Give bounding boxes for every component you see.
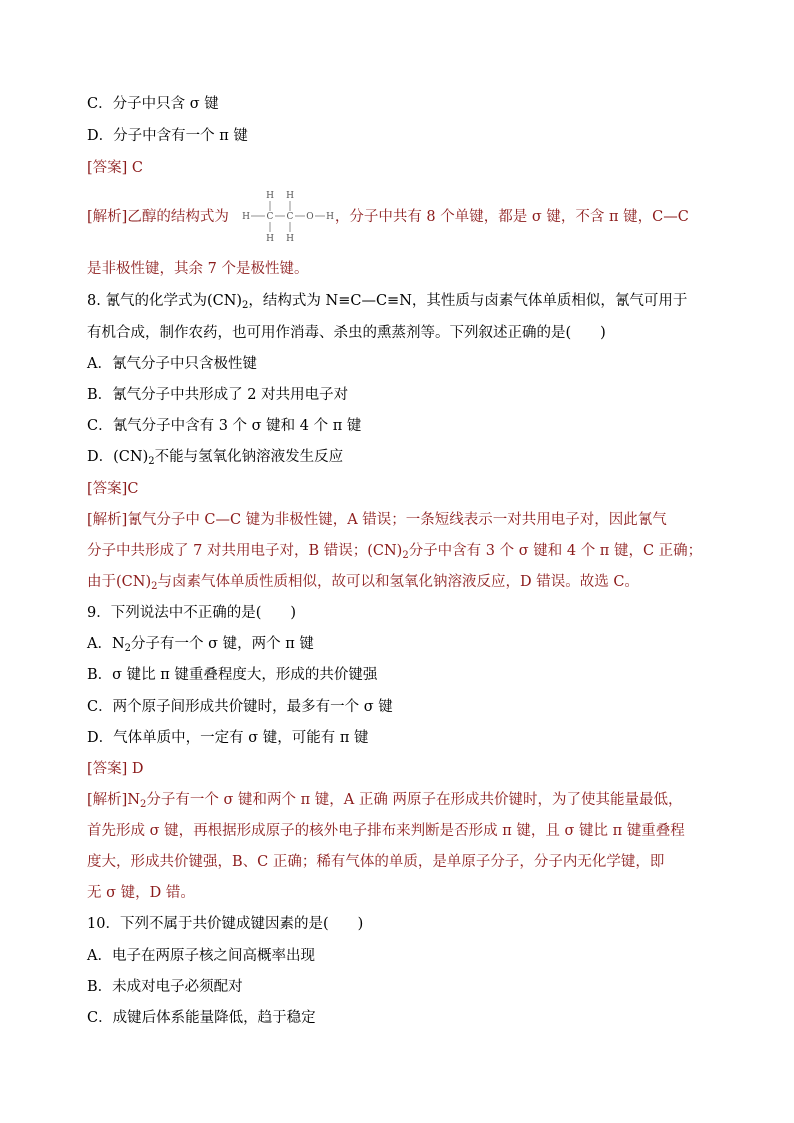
q8-option-d-text-b: 不能与氢氧化钠溶液发生反应 bbox=[154, 449, 344, 465]
q9-analysis-l1-text-b: 分子有一个 σ 键和两个 π 键，A 正确 两原子在形成共价键时，为了使其能量最低， bbox=[146, 792, 683, 808]
atom-c-first: C bbox=[266, 212, 274, 222]
q8-stem-line2: 有机合成，制作农药，也可用作消毒、杀虫的熏蒸剂等。下列叙述正确的是( ) bbox=[87, 325, 606, 341]
q8-analysis-l2-text-b: 分子中含有 3 个 σ 键和 4 个 π 键，C 正确； bbox=[408, 543, 703, 559]
q9-option-a-subscript: 2 bbox=[124, 643, 132, 654]
q8-analysis-l3-subscript: 2 bbox=[151, 581, 158, 592]
q8-option-c: C．氰气分子中含有 3 个 σ 键和 4 个 π 键 bbox=[87, 418, 362, 434]
q9-option-b: B．σ 键比 π 键重叠程度大，形成的共价键强 bbox=[87, 667, 378, 683]
q7-answer: [答案] C bbox=[87, 160, 144, 176]
q8-option-d-text-a: D．(CN) bbox=[87, 449, 149, 465]
q8-analysis-l2-subscript: 2 bbox=[402, 550, 409, 561]
q7-analysis-line1 bbox=[87, 207, 727, 227]
q9-analysis-l1-text-a: [解析]N bbox=[87, 792, 141, 808]
q8-option-d-subscript: 2 bbox=[148, 456, 155, 467]
q9-answer: [答案] D bbox=[87, 761, 144, 777]
q9-option-a-text-a: A．N bbox=[87, 636, 125, 652]
atom-h-top-left: H bbox=[266, 191, 274, 201]
q8-analysis-line3 bbox=[87, 572, 727, 592]
q7-analysis-suffix: ，分子中共有 8 个单键，都是 σ 键，不含 π 键，C—C bbox=[334, 209, 689, 225]
atom-h-left: H bbox=[242, 212, 250, 222]
q9-option-a-text-b: 分子有一个 σ 键，两个 π 键 bbox=[131, 636, 314, 652]
ethanol-structural-formula bbox=[242, 189, 342, 245]
q9-stem: 9．下列说法中不正确的是( ) bbox=[87, 605, 297, 621]
q8-analysis-line1: [解析]氰气分子中 C—C 键为非极性键，A 错误；一条短线表示一对共用电子对，因此氰气 bbox=[87, 512, 667, 528]
q9-option-d: D．气体单质中，一定有 σ 键，可能有 π 键 bbox=[87, 730, 369, 746]
atom-c-second: C bbox=[286, 212, 294, 222]
q7-analysis-line2: 是非极性键，其余 7 个是极性键。 bbox=[87, 261, 309, 277]
q8-stem-subscript: 2 bbox=[242, 300, 249, 311]
atom-h-right: H bbox=[326, 212, 334, 222]
q10-option-c: C．成键后体系能量降低，趋于稳定 bbox=[87, 1010, 316, 1026]
q8-analysis-l3-text-a: 由于(CN) bbox=[87, 574, 152, 590]
q9-analysis-line3: 度大，形成共价键强，B、C 正确；稀有气体的单质，是单原子分子，分子内无化学键，即 bbox=[87, 854, 665, 870]
q10-stem: 10．下列不属于共价键成键因素的是( ) bbox=[87, 916, 364, 932]
q8-stem-text-b: ，结构式为 N≡C—C≡N，其性质与卤素气体单质相似，氰气可用于 bbox=[248, 293, 688, 309]
q9-analysis-l1-subscript: 2 bbox=[140, 799, 147, 810]
q8-option-d bbox=[87, 447, 727, 467]
q9-option-a bbox=[87, 634, 727, 654]
q8-stem-line1 bbox=[87, 291, 727, 311]
q9-analysis-line4: 无 σ 键，D 错。 bbox=[87, 885, 195, 901]
q8-analysis-l3-text-b: 与卤素气体单质性质相似，故可以和氢氧化钠溶液反应，D 错误。故选 C。 bbox=[157, 574, 639, 590]
q8-answer: [答案]C bbox=[87, 481, 139, 497]
atom-h-bottom-right: H bbox=[286, 234, 294, 244]
atom-h-bottom-left: H bbox=[266, 234, 274, 244]
atom-o: O bbox=[306, 212, 314, 222]
q7-option-c: C．分子中只含 σ 键 bbox=[87, 96, 219, 112]
q9-option-c: C．两个原子间形成共价键时，最多有一个 σ 键 bbox=[87, 699, 393, 715]
atom-h-top-right: H bbox=[286, 191, 294, 201]
q8-analysis-l2-text-a: 分子中共形成了 7 对共用电子对，B 错误；(CN) bbox=[87, 543, 403, 559]
q8-analysis-line2 bbox=[87, 541, 727, 561]
q8-option-a: A．氰气分子中只含极性键 bbox=[87, 356, 257, 372]
q8-option-b: B．氰气分子中共形成了 2 对共用电子对 bbox=[87, 387, 349, 403]
q10-option-a: A．电子在两原子核之间高概率出现 bbox=[87, 948, 315, 964]
q9-analysis-line2: 首先形成 σ 键，再根据形成原子的核外电子排布来判断是否形成 π 键，且 σ 键比 π 键重叠程 bbox=[87, 823, 685, 839]
q7-option-d: D．分子中含有一个 π 键 bbox=[87, 128, 248, 144]
q8-stem-text-a: 8. 氰气的化学式为(CN) bbox=[87, 293, 243, 309]
q10-option-b: B．未成对电子必须配对 bbox=[87, 979, 243, 995]
q7-analysis-prefix: [解析]乙醇的结构式为 bbox=[87, 209, 229, 225]
q9-analysis-line1 bbox=[87, 790, 727, 810]
